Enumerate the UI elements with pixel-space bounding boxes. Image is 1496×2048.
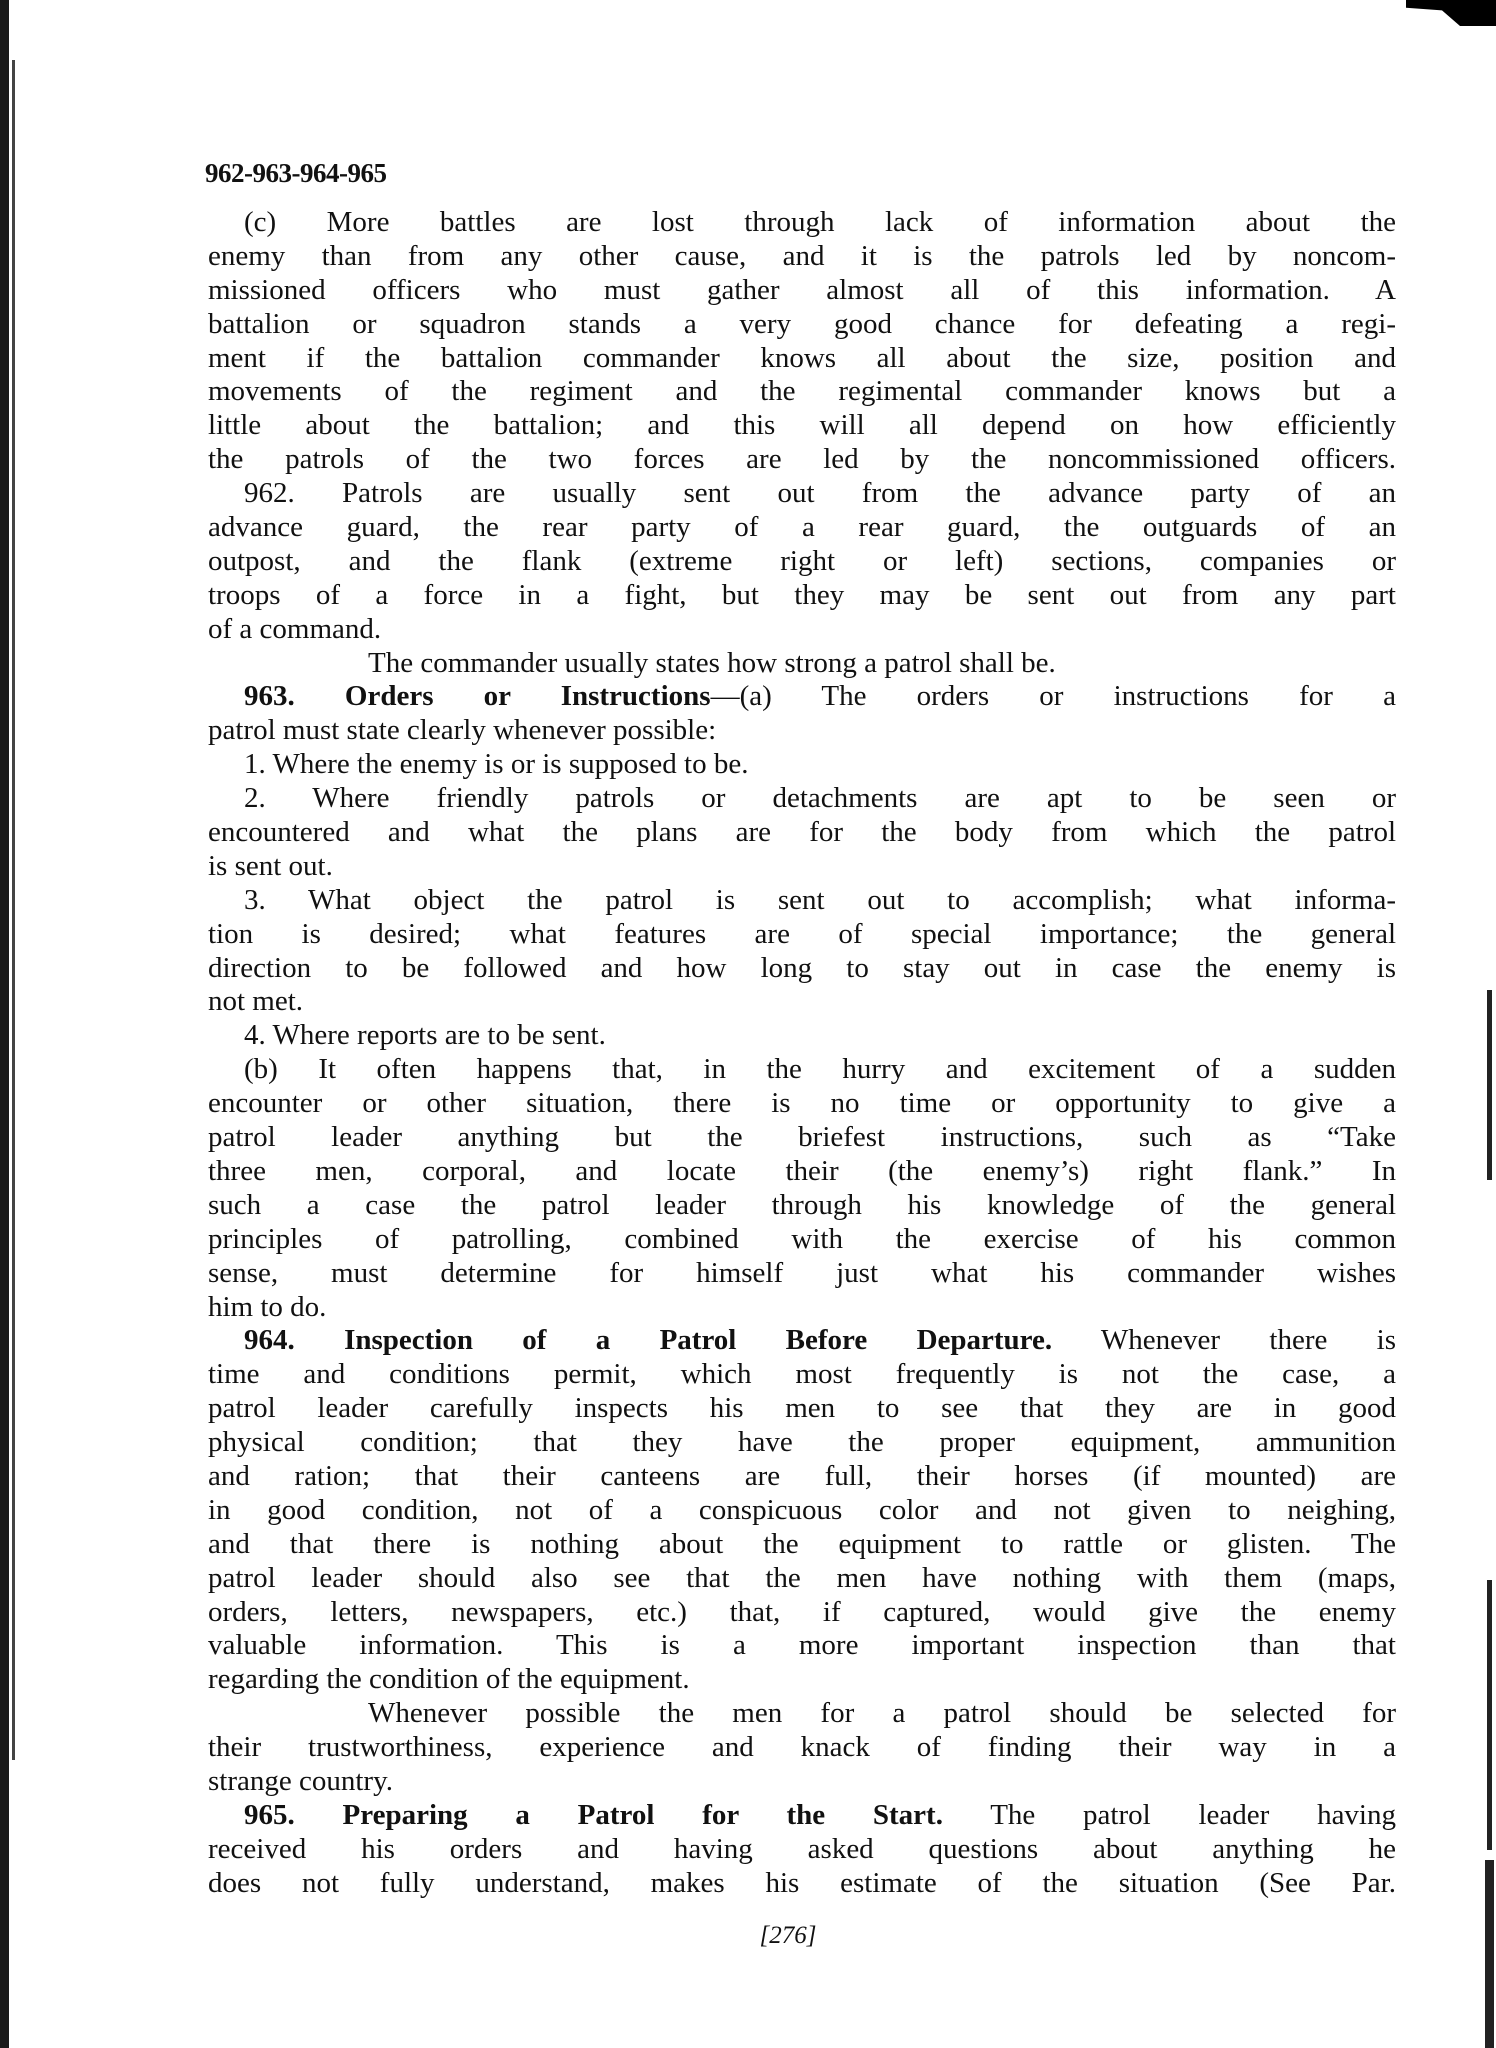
line-text: missioned officers who must gather almost all of this information. A xyxy=(208,273,1396,306)
line-text: received his orders and having asked questions about anything he xyxy=(208,1832,1396,1865)
line-text: patrol leader should also see that the men have nothing with them (maps, xyxy=(208,1561,1396,1594)
scan-edge-left xyxy=(0,0,9,2048)
section-heading: 965. Preparing a Patrol for the Start. xyxy=(244,1798,943,1831)
line-text: is sent out. xyxy=(208,849,333,882)
text-line xyxy=(208,1629,1396,1663)
line-text: tion is desired; what features are of special importance; the general xyxy=(208,917,1396,950)
text-line xyxy=(208,850,1396,884)
line-text: 3. What object the patrol is sent out to accomplish; what informa- xyxy=(244,883,1396,916)
line-text: 2. Where friendly patrols or detachments are apt to be seen or xyxy=(244,782,1396,815)
text-line xyxy=(208,985,1396,1019)
text-line xyxy=(208,1324,1396,1358)
text-line xyxy=(208,240,1396,274)
text-line xyxy=(208,1528,1396,1562)
line-text: ment if the battalion commander knows all about the size, position and xyxy=(208,341,1396,374)
text-line xyxy=(208,1189,1396,1223)
line-text: Whenever possible the men for a patrol should be selected for xyxy=(368,1697,1396,1730)
line-text: not met. xyxy=(208,985,304,1018)
text-line xyxy=(208,1867,1396,1901)
text-line xyxy=(208,1121,1396,1155)
line-text: encounter or other situation, there is no time or opportunity to give a xyxy=(208,1087,1396,1120)
text-line xyxy=(208,952,1396,986)
text-line xyxy=(208,884,1396,918)
line-text: valuable information. This is a more important inspection than that xyxy=(208,1629,1396,1662)
text-line xyxy=(208,714,1396,748)
line-text: 1. Where the enemy is or is supposed to be. xyxy=(244,748,749,781)
line-text: of a command. xyxy=(208,612,382,645)
line-text: direction to be followed and how long to stay out in case the enemy is xyxy=(208,951,1396,984)
running-head: 962-963-964-965 xyxy=(205,158,387,188)
line-text: little about the battalion; and this will all depend on how efficiently xyxy=(208,409,1396,442)
text-line xyxy=(208,1392,1396,1426)
text-line xyxy=(208,613,1396,647)
line-text: advance guard, the rear party of a rear guard, the outguards of an xyxy=(208,511,1396,544)
line-text: orders, letters, newspapers, etc.) that, if captured, would give the enemy xyxy=(208,1595,1396,1628)
line-text: The commander usually states how strong a patrol shall be. xyxy=(368,646,1056,679)
text-line xyxy=(208,1494,1396,1528)
page-number: [276] xyxy=(759,1922,817,1949)
text-line xyxy=(208,918,1396,952)
line-text: patrol leader anything but the briefest instructions, such as “Take xyxy=(208,1121,1396,1154)
line-text: strange country. xyxy=(208,1764,393,1797)
line-text: 4. Where reports are to be sent. xyxy=(244,1019,606,1052)
text-line xyxy=(208,748,1396,782)
line-text: —(a) The orders or instructions for a xyxy=(710,680,1396,713)
text-line xyxy=(208,1087,1396,1121)
text-line xyxy=(208,1426,1396,1460)
line-text: sense, must determine for himself just what his commander wishes xyxy=(208,1256,1396,1289)
text-line xyxy=(208,1799,1396,1833)
line-text: regarding the condition of the equipment. xyxy=(208,1663,690,1696)
scan-edge-right xyxy=(1487,1580,1492,1850)
page-number-wrap xyxy=(0,1922,1496,1950)
line-text: 962. Patrols are usually sent out from the advance party of an xyxy=(244,477,1396,510)
text-line xyxy=(208,1257,1396,1291)
text-line xyxy=(208,1155,1396,1189)
text-line xyxy=(208,1596,1396,1630)
line-text: The patrol leader having xyxy=(942,1798,1396,1831)
text-line xyxy=(208,308,1396,342)
line-text: does not fully understand, makes his estimate of the situation (See Par. xyxy=(208,1866,1396,1899)
line-text: him to do. xyxy=(208,1290,327,1323)
text-line xyxy=(208,1562,1396,1596)
line-text: and that there is nothing about the equipment to rattle or glisten. The xyxy=(208,1527,1396,1560)
line-text: in good condition, not of a conspicuous color and not given to neighing, xyxy=(208,1493,1396,1526)
line-text: three men, corporal, and locate their (the enemy’s) right flank.” In xyxy=(208,1154,1396,1187)
line-text: patrol leader carefully inspects his men to see that they are in good xyxy=(208,1392,1396,1425)
text-line xyxy=(208,375,1396,409)
line-text: (b) It often happens that, in the hurry and excitement of a sudden xyxy=(244,1053,1396,1086)
text-line xyxy=(208,206,1396,240)
line-text: Whenever there is xyxy=(1052,1324,1396,1357)
section-heading: 963. Orders or Instructions xyxy=(244,680,711,713)
text-line xyxy=(208,1291,1396,1325)
scan-corner-mark xyxy=(1406,0,1496,26)
page-body xyxy=(208,206,1396,1901)
line-text: principles of patrolling, combined with the exercise of his common xyxy=(208,1222,1396,1255)
text-line xyxy=(208,680,1396,714)
line-text: time and conditions permit, which most frequently is not the case, a xyxy=(208,1358,1396,1391)
scan-edge-left-inner xyxy=(12,60,15,1760)
line-text: and ration; that their canteens are full, their horses (if mounted) are xyxy=(208,1459,1396,1492)
text-line xyxy=(208,477,1396,511)
text-line xyxy=(208,1765,1396,1799)
line-text: such a case the patrol leader through his knowledge of the general xyxy=(208,1188,1396,1221)
line-text: enemy than from any other cause, and it is the patrols led by noncom- xyxy=(208,239,1396,272)
text-line xyxy=(208,1358,1396,1392)
text-line xyxy=(208,1731,1396,1765)
text-line xyxy=(208,1053,1396,1087)
text-line xyxy=(208,1019,1396,1053)
text-line xyxy=(208,1833,1396,1867)
line-text: movements of the regiment and the regimental commander knows but a xyxy=(208,375,1396,408)
text-line xyxy=(208,647,1396,681)
text-line xyxy=(208,579,1396,613)
text-line xyxy=(208,1663,1396,1697)
text-line xyxy=(208,782,1396,816)
line-text: encountered and what the plans are for the body from which the patrol xyxy=(208,816,1396,849)
line-text: (c) More battles are lost through lack of information about the xyxy=(244,206,1396,238)
line-text: troops of a force in a fight, but they may be sent out from any part xyxy=(208,578,1396,611)
line-text: physical condition; that they have the proper equipment, ammunition xyxy=(208,1426,1396,1459)
scan-edge-right xyxy=(1487,990,1492,1180)
text-line xyxy=(208,274,1396,308)
line-text: outpost, and the flank (extreme right or left) sections, companies or xyxy=(208,544,1396,577)
line-text: patrol must state clearly whenever possible: xyxy=(208,714,717,747)
text-line xyxy=(208,443,1396,477)
scan-edge-right xyxy=(1485,1860,1494,2048)
text-line xyxy=(208,1697,1396,1731)
text-line xyxy=(208,816,1396,850)
text-line xyxy=(208,545,1396,579)
line-text: the patrols of the two forces are led by the noncommissioned officers. xyxy=(208,443,1396,476)
text-line xyxy=(208,342,1396,376)
text-line xyxy=(208,1460,1396,1494)
line-text: battalion or squadron stands a very good chance for defeating a regi- xyxy=(208,307,1396,340)
text-line xyxy=(208,1223,1396,1257)
line-text: their trustworthiness, experience and knack of finding their way in a xyxy=(208,1731,1396,1764)
section-heading: 964. Inspection of a Patrol Before Departure. xyxy=(244,1324,1053,1357)
text-line xyxy=(208,511,1396,545)
text-line xyxy=(208,409,1396,443)
